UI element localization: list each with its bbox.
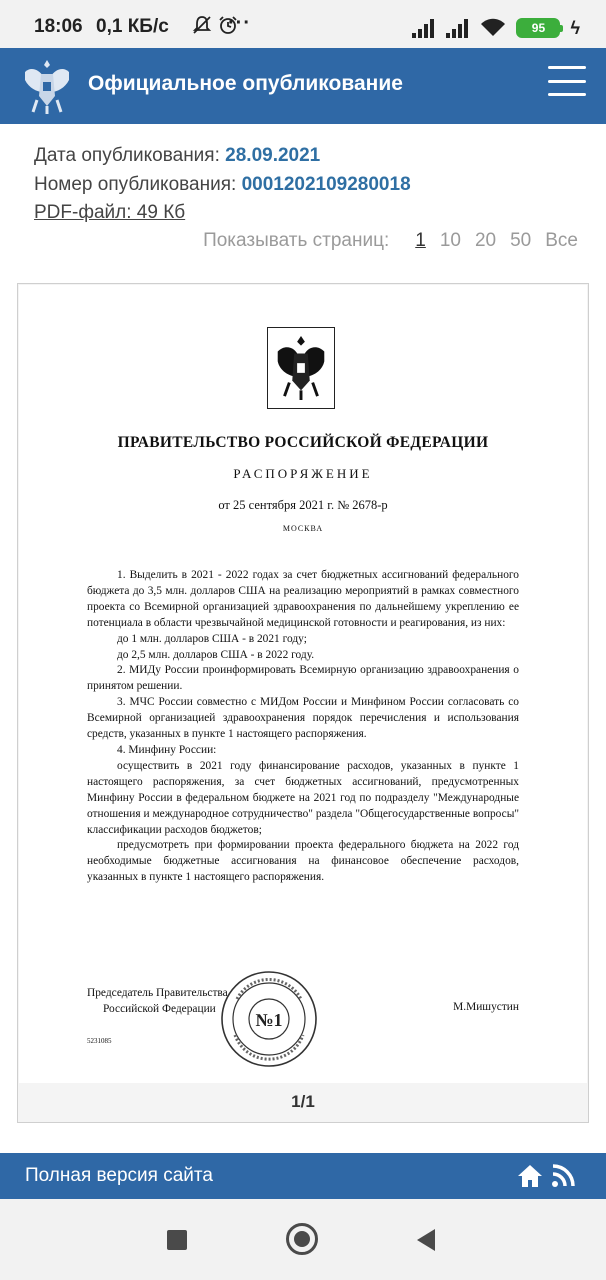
header-title: Официальное опубликование [88,72,403,95]
government-title: ПРАВИТЕЛЬСТВО РОССИЙСКОЙ ФЕДЕРАЦИИ [117,434,489,451]
document-paragraph: 2. МИДу России проинформировать Всемирную организацию здравоохранения о принятом решении. [87,664,519,693]
menu-bar [548,93,586,96]
document-kind: РАСПОРЯЖЕНИЕ [233,466,373,481]
document-paragraph: до 1 млн. долларов США - в 2021 году; [117,632,307,645]
pages-option-20[interactable]: 20 [474,230,497,251]
coat-of-arms-icon[interactable] [19,56,75,116]
menu-button[interactable] [548,66,586,96]
mute-icon [191,14,213,36]
menu-bar [548,66,586,69]
battery-icon [516,18,560,38]
signer-position [87,985,228,1017]
document-paragraph: осуществить в 2021 году финансирование расходов, указанных в пункте 1 настоящего распоряжения, за счет бюджетных ассигнований, предусмотренных Минфину России в федеральном бюджете на 2021 год по подразделу "Международные отношения и международное сотрудничество" раздела "Общегосударственные вопросы" классификации расходов бюджетов; [87,759,519,836]
document-city: МОСКВА [282,524,324,533]
menu-bar [548,80,586,83]
home-button[interactable] [286,1223,318,1255]
document-body [87,568,519,886]
publication-date-value: 28.09.2021 [225,145,321,166]
pdf-download-link[interactable]: PDF-файл: 49 Кб [34,202,186,223]
signer-name: М.Мишустин [453,1001,519,1013]
document-code: 5231085 [87,1037,112,1045]
document-paragraph: 3. МЧС России совместно с МИДом России и Минфином России согласовать со Всемирной организацией здравоохранения порядок перечисления и использования средств, указанных в пункте 1 настоящего распоряжения. [87,696,519,741]
pages-option-all[interactable]: Все [545,230,578,251]
stamp-number: №1 [255,1010,283,1030]
document-paragraph: до 2,5 млн. долларов США - в 2022 году. [117,648,315,661]
pages-option-10[interactable]: 10 [439,230,461,251]
battery-level: 95 [531,21,546,35]
publication-number-label: Номер опубликования: [34,174,237,195]
document-paragraph: 4. Минфину России: [117,743,217,756]
publication-date [34,145,320,167]
pages-option-1[interactable]: 1 [415,230,426,251]
official-stamp-icon [219,969,319,1069]
pages-option-50[interactable]: 50 [510,230,532,251]
document-date: от 25 сентября 2021 г. № 2678-р [218,498,388,512]
signer-line-2: Российской Федерации [103,1003,216,1015]
network-speed: 0,1 КБ/с [96,16,169,37]
system-nav-bar [0,1199,606,1280]
signer-line-1: Председатель Правительства [87,987,228,999]
pages-selector [203,230,578,252]
document-page [19,285,587,1083]
document-paragraph: предусмотреть при формировании проекта федерального бюджета на 2022 год необходимые бюджетные ассигнования на финансовое обеспечение расходов, указанных в пункте 1 настоящего распоряжения. [87,839,519,884]
publication-number [34,174,411,196]
page-counter: 1/1 [291,1092,315,1111]
site-footer [0,1153,606,1199]
more-notifications-icon: ··· [228,12,251,34]
roaming-signal-icon [446,18,470,38]
publication-date-label: Дата опубликования: [34,145,220,166]
status-time: 18:06 [34,16,83,37]
home-icon[interactable] [516,1163,544,1189]
site-header [0,48,606,124]
publication-number-value: 0001202109280018 [241,174,411,195]
document-paragraph: 1. Выделить в 2021 - 2022 годах за счет бюджетных ассигнований федерального бюджета до 3,5 млн. долларов США на реализацию мероприятий в рамках совместного проекта со Всемирной организацией здравоохранения по дальнейшему укреплению ее потенциала в области чрезвычайной медицинской готовности и реагирования, из них: [87,569,519,629]
document-coat-of-arms-icon [267,327,335,409]
rss-icon[interactable] [550,1163,576,1189]
pages-label: Показывать страниц: [203,230,390,251]
signal-icon [412,18,436,38]
recents-button[interactable] [167,1230,187,1250]
charging-icon: ϟ [570,17,580,38]
document-viewer[interactable] [17,283,589,1123]
wifi-icon [480,18,506,38]
full-version-link[interactable]: Полная версия сайта [25,1165,213,1186]
back-button[interactable] [417,1229,435,1251]
